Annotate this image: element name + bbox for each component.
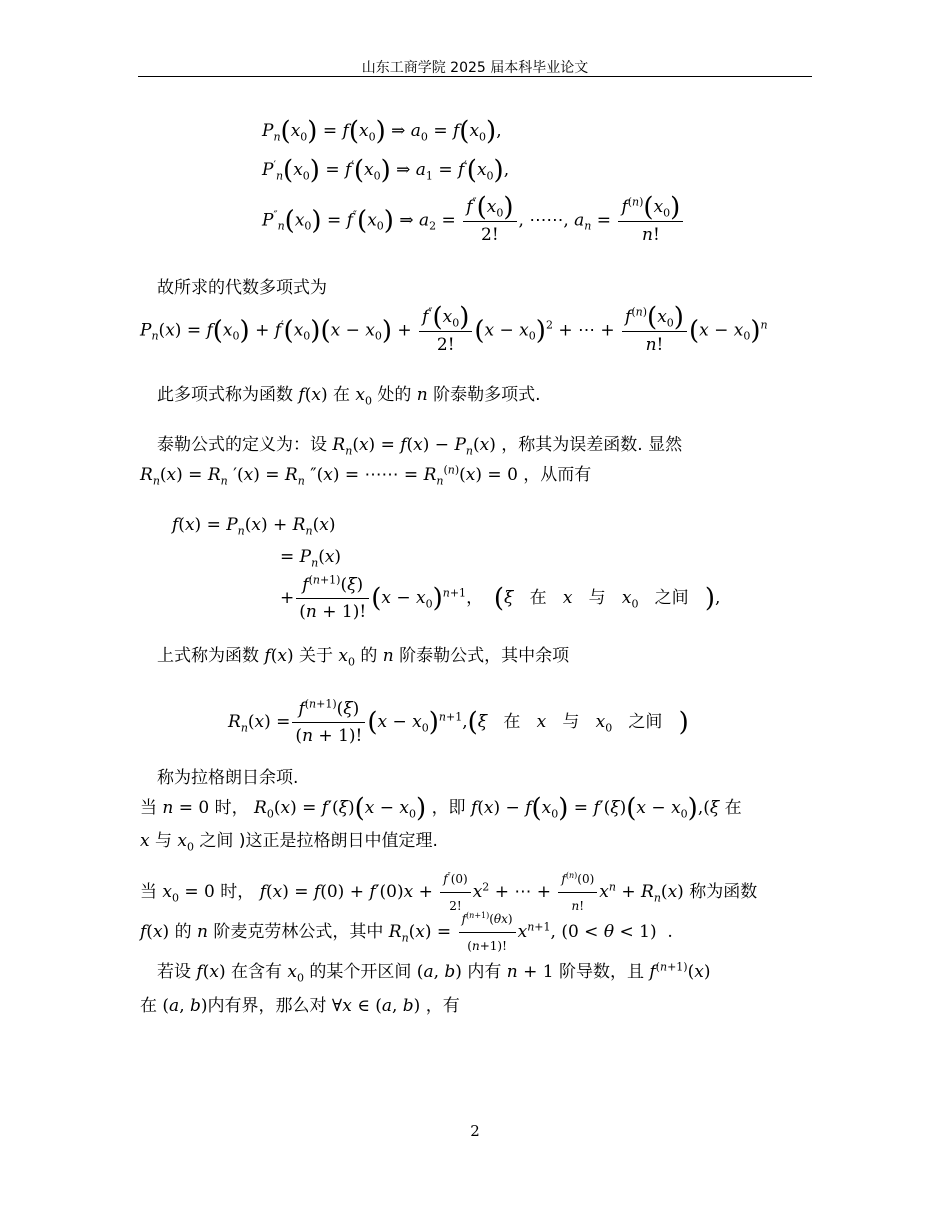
mvt-line-1: 当 n = 0 时， $R_0(x) = f'(\xi)(x - x_0)$ ，即 $f(x) - f(x_0) = f'(\xi)(x - x_0),(\xi$ 在 [140,793,742,824]
intro-poly-text: 故所求的代数多项式为 [157,278,327,298]
if-line-1: 若设 f(x) 在含有 $x_0$ 的某个开区间 (a, b) 内有 n + 1 阶导数，且 $f^{(n+1)}(x)$ [157,960,711,985]
between-text-4: 在 [503,712,521,732]
in-text: 在 [140,996,157,1016]
bounded-text: 内有界，那么对 [207,996,327,1016]
when-time-1: 时， [214,798,249,818]
between-text-5: 与 [562,712,580,732]
when-text-1: 当 [140,798,157,818]
page-number: 2 [470,1122,480,1140]
namely-text: ，即 [431,798,466,818]
maclaurin-line-2: f(x) 的 n 阶麦克劳林公式，其中 $R_n(x)$ = $\frac{f^{(n+1)}(\theta x)}{(n+1)!}$ $x^{n+1}$, (0 < θ < 1) . [140,908,673,957]
mvt-line-2: x 与 $x_0$ 之间 )这正是拉格朗日中值定理. [140,831,438,854]
if-set-text: 若设 [157,962,191,982]
def-text-3: ，从而有 [523,465,592,485]
between-text-3: 之间 [654,588,689,608]
desc-text-3: 处的 [377,385,412,405]
page-header: 山东工商学院 2025 届本科毕业论文 [361,60,589,76]
called-text-1: 上式称为函数 [157,646,259,666]
between-text-6: 之间 [628,712,663,732]
formula-called-line: 上式称为函数 f(x) 关于 $x_0$ 的 n 阶泰勒公式，其中余项 [157,646,570,669]
def-text-1: 泰勒公式的定义为：设 [157,435,327,455]
def-text-2: ，称其为误差函数. 显然 [501,435,683,455]
desc-text-1: 此多项式称为函数 [157,385,293,405]
eq-f-pn: = $P_n(x)$ [280,547,342,570]
eq-a1: $P'_n(x_0) = f'(x_0)$ ⇒ $a_1 = f'(x_0)$, [262,155,510,186]
between-text-1: 在 [529,588,547,608]
maclaurin-called-text: 称为函数 [689,882,758,902]
eq-a0: $P_n(x_0) = f(x_0)$ ⇒ $a_0 = f(x_0)$, [262,116,502,147]
desc-text-4: 阶泰勒多项式. [433,385,541,405]
between-text-2: 与 [588,588,606,608]
eq-a2-an: $P''_n(x_0) = f''(x_0)$ ⇒ $a_2$ = $\frac{f''(x_0)}{2!}$ , ⋯⋯, $a_n$ = $\frac{f^{(n)}(x_0)}{n!}$ [262,196,685,246]
called-text-4: 阶泰勒公式，其中余项 [399,646,570,666]
if-has-text: 内有 [467,962,502,982]
when-text-2: 当 [140,882,157,902]
if-order-text: 阶导数，且 [558,962,644,982]
header-rule [138,76,812,77]
eq-lagrange-remainder: $R_n(x)$ = $\frac{f^{(n+1)}(\xi)}{(n + 1)!}$ $(x - x_0)^{n+1},(\xi$ 在 x 与 $x_0$ 之间 ) [228,697,689,746]
definition-line-1: 泰勒公式的定义为：设 $R_n(x) = f(x) - P_n(x)$ ，称其为误差函数. 显然 [157,435,683,458]
maclaurin-line-1: 当 $x_0 = 0$ 时， f(x) = f(0) + f′(0)x + $\frac{f''(0)}{2!}$ $x^2$ + ⋯ + $\frac{f^{(n)}(0)}{n!}$ $x^n + R_n(x)$ 称为函数 [140,868,757,917]
lagrange-text: 称为拉格朗日余项. [157,768,299,788]
called-text-3: 的 [360,646,378,666]
between-text-9: 之间 [199,831,234,851]
called-text-2: 关于 [298,646,333,666]
between-text-8: 与 [155,831,172,851]
when-time-2: 时， [220,882,255,902]
eq-taylor-polynomial: $P_n(x) = f(x_0) + f'(x_0)(x - x_0)$ + $\frac{f''(x_0)}{2!}$ $(x - x_0)^2$ + ⋯ + $\frac{f^{(n)}(x_0)}{n!}$ $(x - x_0)^n$ [140,302,768,355]
maclaurin-of-text: 的 [174,922,192,942]
desc-text-2: 在 [332,385,350,405]
if-contain-text: 在含有 [230,962,282,982]
definition-line-2: $R_n(x) = R_n$ $'(x) = R_n$ ″(x) = ⋯⋯ = $R_n^{(n)}(x) = 0$ ，从而有 [140,463,592,488]
mvt-end-text: )这正是拉格朗日中值定理. [238,831,438,851]
taylor-poly-desc: 此多项式称为函数 f(x) 在 $x_0$ 处的 n 阶泰勒多项式. [157,385,541,408]
maclaurin-end-text: 阶麦克劳林公式，其中 [213,922,384,942]
eq-f-remainder: + $\frac{f^{(n+1)}(\xi)}{(n + 1)!}$ $(x - x_0)^{n+1}$， (ξ 在 x 与 $x_0$ 之间 ), [280,573,721,622]
between-text-7: 在 [724,798,742,818]
if-line-2: 在 (a, b)内有界，那么对 ∀x ∈ (a, b) ，有 [140,996,460,1016]
eq-f-decomposition: $f(x) = P_n(x) + R_n(x)$ [172,515,336,538]
have-text: ，有 [425,996,460,1016]
if-some-text: 的某个开区间 [309,962,412,982]
